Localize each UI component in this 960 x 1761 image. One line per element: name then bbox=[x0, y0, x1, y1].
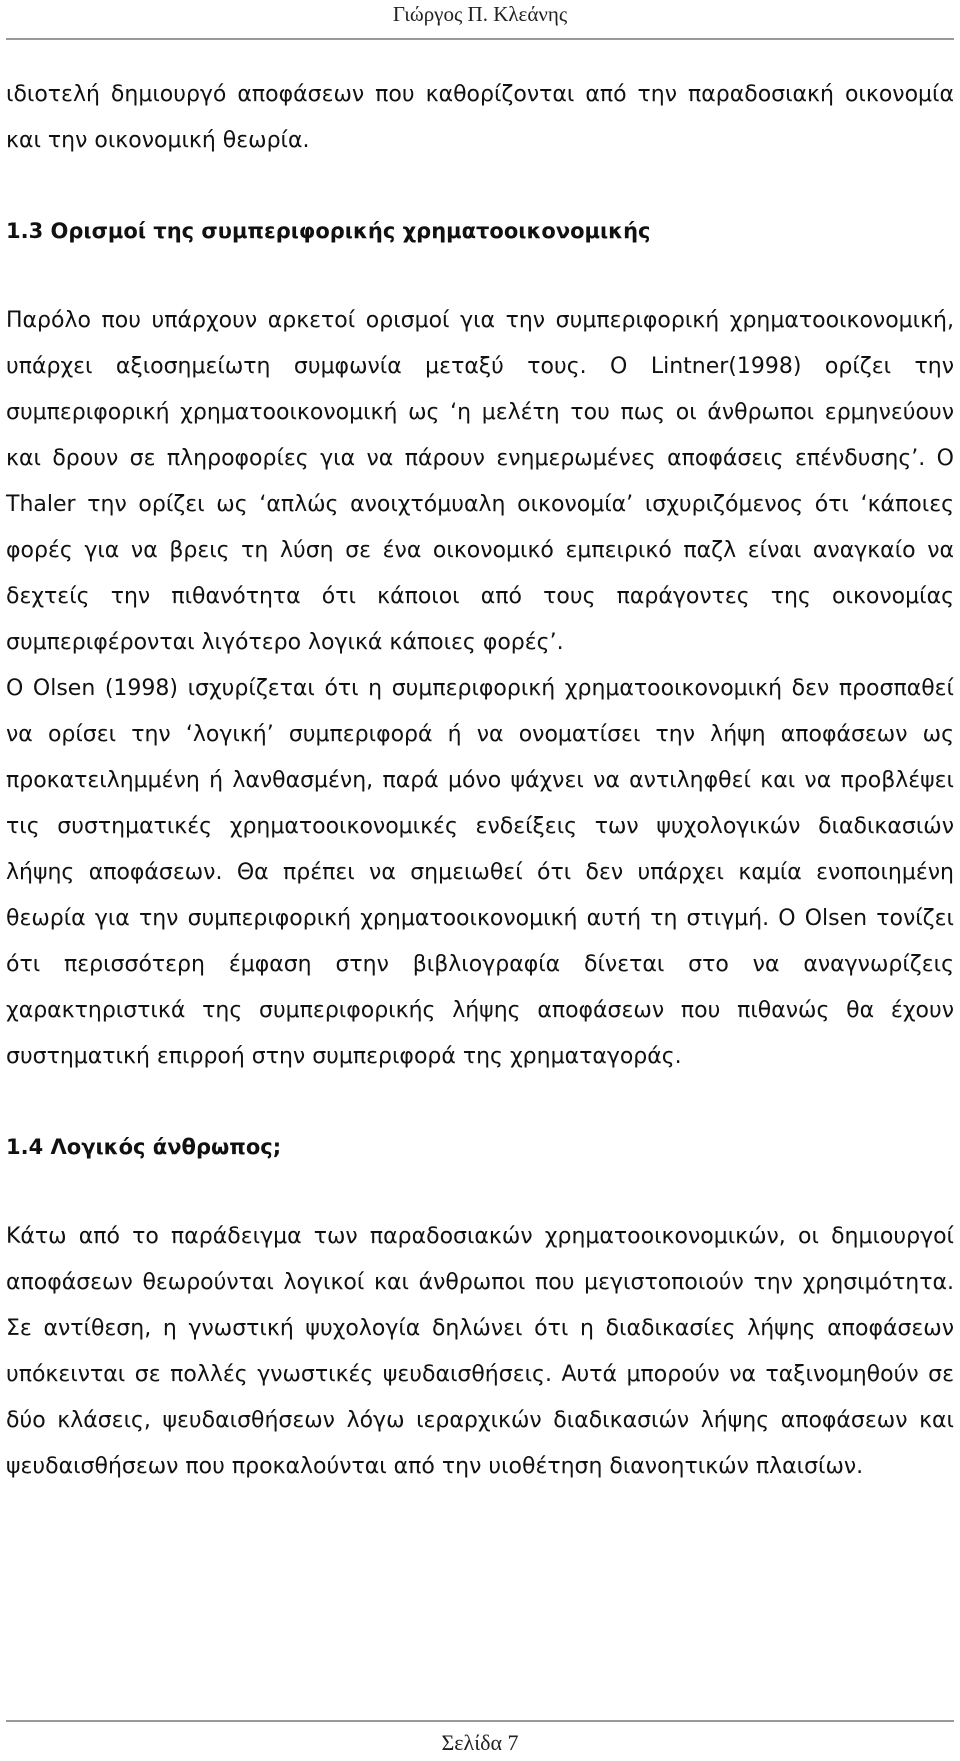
page-body bbox=[6, 72, 954, 1490]
section-1-3-paragraph-2: Ο Olsen (1998) ισχυρίζεται ότι η συμπεριφορική χρηματοοικονομική δεν προσπαθεί να ορίσει την ‘λογική’ συμπεριφορά ή να ονοματίσει την λήψη αποφάσεων ως προκατειλημμένη ή λανθασμένη, παρά μόνο ψάχνει να αντιληφθεί και να προβλέψει τις συστηματικές χρηματοοικονομικές ενδείξεις των ψυχολογικών διαδικασιών λήψης αποφάσεων. Θα πρέπει να σημειωθεί ότι δεν υπάρχει καμία ενοποιημένη θεωρία για την συμπεριφορική χρηματοοικονομική αυτή τη στιγμή. Ο Olsen τονίζει ότι περισσότερη έμφαση στην βιβλιογραφία δίνεται στο να αναγνωρίζεις χαρακτηριστικά της συμπεριφορικής λήψης αποφάσεων που πιθανώς θα έχουν συστηματική επιρροή στην συμπεριφορά της χρηματαγοράς. bbox=[6, 676, 954, 1069]
header-divider bbox=[6, 38, 954, 40]
page-header-author: Γιώργος Π. Κλεάνης bbox=[392, 2, 568, 26]
section-heading-1-3: 1.3 Ορισμοί της συμπεριφορικής χρηματοοικονομικής bbox=[6, 219, 651, 243]
page-number: Σελίδα 7 bbox=[441, 1730, 519, 1755]
section-1-3-paragraph-1: Παρόλο που υπάρχουν αρκετοί ορισμοί για την συμπεριφορική χρηματοοικονομική, υπάρχει αξιοσημείωτη συμφωνία μεταξύ τους. Ο Lintner(1998) ορίζει την συμπεριφορική χρηματοοικονομική ως ‘η μελέτη του πως οι άνθρωποι ερμηνεύουν και δρουν σε πληροφορίες για να πάρουν ενημερωμένες αποφάσεις επένδυσης’. Ο Thaler την ορίζει ως ‘απλώς ανοιχτόμυαλη οικονομία’ ισχυριζόμενος ότι ‘κάποιες φορές για να βρεις τη λύση σε ένα οικονομικό εμπειρικό παζλ είναι αναγκαίο να δεχτείς την πιθανότητα ότι κάποιοι από τους παράγοντες της οικονομίας συμπεριφέρονται λιγότερο λογικά κάποιες φορές’. bbox=[6, 308, 954, 655]
intro-paragraph: ιδιοτελή δημιουργό αποφάσεων που καθορίζονται από την παραδοσιακή οικονομία και την οικονομική θεωρία. bbox=[6, 82, 954, 153]
footer-divider bbox=[6, 1720, 954, 1722]
section-1-4-paragraph-1: Κάτω από το παράδειγμα των παραδοσιακών χρηματοοικονομικών, οι δημιουργοί αποφάσεων θεωρούνται λογικοί και άνθρωποι που μεγιστοποιούν την χρησιμότητα. Σε αντίθεση, η γνωστική ψυχολογία δηλώνει ότι η διαδικασίες λήψης αποφάσεων υπόκεινται σε πολλές γνωστικές ψευδαισθήσεις. Αυτά μπορούν να ταξινομηθούν σε δύο κλάσεις, ψευδαισθήσεων λόγω ιεραρχικών διαδικασιών λήψης αποφάσεων και ψευδαισθήσεων που προκαλούνται από την υιοθέτηση διανοητικών πλαισίων. bbox=[6, 1224, 954, 1479]
section-heading-1-4: 1.4 Λογικός άνθρωπος; bbox=[6, 1135, 282, 1159]
